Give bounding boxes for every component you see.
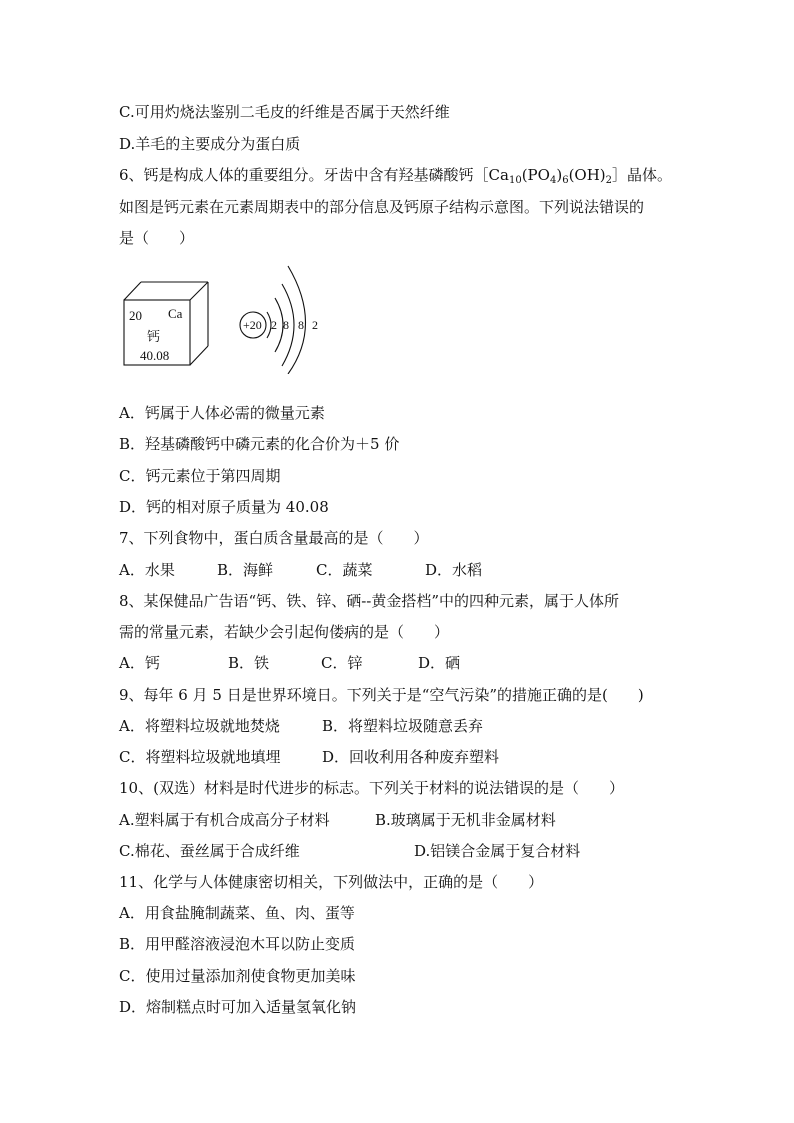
option-d-prev: D.羊毛的主要成分为蛋白质 xyxy=(119,135,301,153)
question-10-option-b: B.玻璃属于无机非金属材料 xyxy=(375,811,556,829)
question-9-option-c: C．将塑料垃圾就地填埋 xyxy=(119,748,281,766)
element-name: 钙 xyxy=(147,329,161,344)
atomic-mass: 40.08 xyxy=(140,348,170,363)
shell-count-4: 2 xyxy=(312,318,318,332)
question-7-option-b: B．海鲜 xyxy=(217,561,274,579)
question-11: 11、化学与人体健康密切相关，下列做法中，正确的是（ ） xyxy=(119,873,544,891)
calcium-figure xyxy=(118,262,328,374)
question-8-option-b: B．铁 xyxy=(228,654,270,672)
question-11-option-d: D．熔制糕点时可加入适量氢氧化钠 xyxy=(119,998,357,1016)
question-9-option-d: D．回收利用各种废弃塑料 xyxy=(322,748,500,766)
nucleus-charge: +20 xyxy=(243,318,262,332)
question-9-option-b: B．将塑料垃圾随意丢弃 xyxy=(322,717,484,735)
question-6-line-2: 如图是钙元素在元素周期表中的部分信息及钙原子结构示意图。下列说法错误的 xyxy=(119,198,645,216)
question-7-option-c: C．蔬菜 xyxy=(316,561,373,579)
question-11-option-b: B．用甲醛溶液浸泡木耳以防止变质 xyxy=(119,935,356,953)
question-8-option-a: A．钙 xyxy=(119,654,160,672)
question-7-option-a: A．水果 xyxy=(119,561,175,579)
question-6-option-a: A．钙属于人体必需的微量元素 xyxy=(119,404,325,422)
question-8-line-1: 8、某保健品广告语“钙、铁、锌、硒--黄金搭档”中的四种元素，属于人体所 xyxy=(119,592,620,610)
question-8-line-2: 需的常量元素，若缺少会引起佝偻病的是（ ） xyxy=(119,623,450,641)
question-8-option-c: C．锌 xyxy=(321,654,363,672)
atomic-number: 20 xyxy=(129,308,142,323)
question-7: 7、下列食物中，蛋白质含量最高的是（ ） xyxy=(119,529,429,547)
calcium-figure-svg xyxy=(118,262,328,374)
element-symbol: Ca xyxy=(168,306,183,321)
question-11-option-c: C．使用过量添加剂使食物更加美味 xyxy=(119,967,356,985)
question-6-option-b: B．羟基磷酸钙中磷元素的化合价为＋5 价 xyxy=(119,435,400,453)
question-10-option-d: D.铝镁合金属于复合材料 xyxy=(414,842,581,860)
question-9: 9、每年 6 月 5 日是世界环境日。下列关于是“空气污染”的措施正确的是( ) xyxy=(119,686,644,704)
question-10-option-a: A.塑料属于有机合成高分子材料 xyxy=(119,811,330,829)
question-10-option-c: C.棉花、蚕丝属于合成纤维 xyxy=(119,842,300,860)
option-c-prev: C.可用灼烧法鉴别二毛皮的纤维是否属于天然纤维 xyxy=(119,103,450,121)
question-6-option-c: C．钙元素位于第四周期 xyxy=(119,467,281,485)
shell-count-3: 8 xyxy=(298,318,304,332)
question-11-option-a: A．用食盐腌制蔬菜、鱼、肉、蛋等 xyxy=(119,904,355,922)
question-6-line-3: 是（ ） xyxy=(119,229,195,247)
question-6-option-d: D．钙的相对原子质量为 40.08 xyxy=(119,498,329,516)
question-6-line-1: 6、钙是构成人体的重要组分。牙齿中含有羟基磷酸钙$[Ca_{10}(PO_4)_6(OH)_2]$晶体。 xyxy=(119,166,673,186)
shell-count-1: 2 xyxy=(271,318,277,332)
question-8-option-d: D．硒 xyxy=(418,654,461,672)
question-7-option-d: D．水稻 xyxy=(425,561,483,579)
atom-structure-diagram xyxy=(240,266,318,374)
question-9-option-a: A．将塑料垃圾就地焚烧 xyxy=(119,717,280,735)
shell-count-2: 8 xyxy=(283,318,289,332)
question-10: 10、(双选）材料是时代进步的标志。下列关于材料的说法错误的是（ ） xyxy=(119,779,624,797)
